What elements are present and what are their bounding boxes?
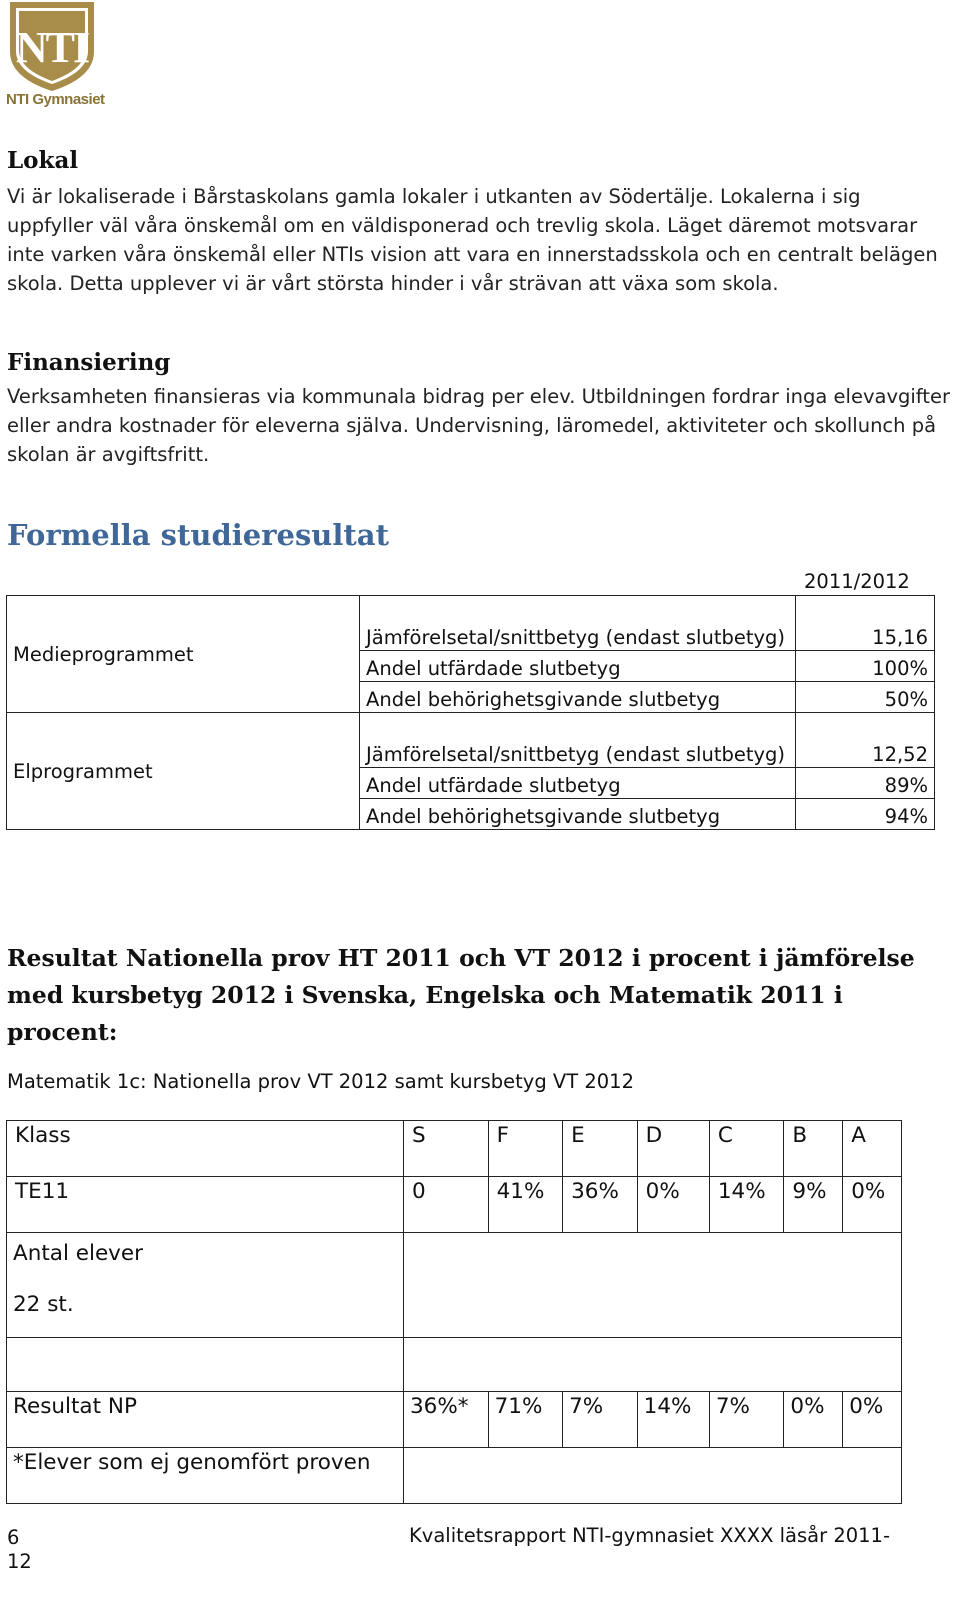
table-cell: Resultat NP bbox=[7, 1392, 404, 1448]
metric-value: 89% bbox=[796, 768, 935, 799]
metric-value: 12,52 bbox=[796, 713, 935, 768]
table-cell bbox=[7, 1338, 404, 1392]
metric-label: Andel behörighetsgivande slutbetyg bbox=[360, 799, 796, 830]
program-name: Elprogrammet bbox=[7, 713, 360, 830]
header-cell: E bbox=[563, 1121, 638, 1177]
table-row bbox=[7, 1448, 902, 1504]
header-cell: S bbox=[404, 1121, 489, 1177]
table-cell: 0% bbox=[784, 1392, 843, 1448]
table-row bbox=[7, 1338, 902, 1392]
metric-label: Jämförelsetal/snittbetyg (endast slutbetyg) bbox=[360, 596, 796, 651]
table-cell bbox=[404, 1448, 902, 1504]
antal-cell bbox=[7, 1233, 404, 1338]
header-cell: A bbox=[843, 1121, 902, 1177]
table-cell: 0 bbox=[404, 1177, 489, 1233]
table-cell: 0% bbox=[843, 1177, 902, 1233]
table-row bbox=[7, 1233, 902, 1338]
metric-label: Jämförelsetal/snittbetyg (endast slutbetyg) bbox=[360, 713, 796, 768]
antal-value: 22 st. bbox=[13, 1292, 74, 1317]
antal-label: Antal elever bbox=[13, 1241, 143, 1266]
matematik-table bbox=[6, 1120, 902, 1504]
table-cell: 0% bbox=[843, 1392, 902, 1448]
section-title-nationella: Resultat Nationella prov HT 2011 och VT 2012 i procent i jämförelse med kursbetyg 2012 i Svenska, Engelska och Matematik 2011 i procent: bbox=[7, 944, 915, 1046]
metric-value: 50% bbox=[796, 682, 935, 713]
metric-value: 94% bbox=[796, 799, 935, 830]
table-cell: 0% bbox=[637, 1177, 709, 1233]
table-cell: 41% bbox=[488, 1177, 563, 1233]
metric-label: Andel utfärdade slutbetyg bbox=[360, 651, 796, 682]
metric-label: Andel behörighetsgivande slutbetyg bbox=[360, 682, 796, 713]
nti-logo bbox=[4, 0, 108, 112]
metric-value: 15,16 bbox=[796, 596, 935, 651]
table-cell: 14% bbox=[709, 1177, 784, 1233]
table-cell: TE11 bbox=[7, 1177, 404, 1233]
header-cell: C bbox=[709, 1121, 784, 1177]
table-cell: 14% bbox=[637, 1392, 709, 1448]
footnote-cell: *Elever som ej genomfört proven bbox=[7, 1448, 404, 1504]
table-row bbox=[7, 1177, 902, 1233]
section-title-finansiering: Finansiering bbox=[7, 349, 171, 376]
lokal-paragraph: Vi är lokaliserade i Bårstaskolans gamla lokaler i utkanten av Södertälje. Lokalerna i sig uppfyller väl våra önskemål om en väldisponerad och trevlig skola. Läget däremot motsvarar inte varken våra önskemål eller NTIs vision att vara en innerstadsskola och en centralt belägen skola. Detta upplever vi är vårt största hinder i vår strävan att växa som skola. bbox=[7, 185, 938, 295]
table-cell: 7% bbox=[709, 1392, 784, 1448]
table-cell: 7% bbox=[563, 1392, 638, 1448]
table-cell: 36% bbox=[563, 1177, 638, 1233]
table-row bbox=[7, 713, 935, 768]
section-title-formella: Formella studieresultat bbox=[7, 518, 389, 552]
studieresultat-table bbox=[6, 595, 935, 830]
metric-value: 100% bbox=[796, 651, 935, 682]
metric-label: Andel utfärdade slutbetyg bbox=[360, 768, 796, 799]
section-title-lokal: Lokal bbox=[7, 147, 79, 174]
finansiering-paragraph: Verksamheten finansieras via kommunala bidrag per elev. Utbildningen fordrar inga elevavgifter eller andra kostnader för eleverna själva. Undervisning, läromedel, aktiviteter och skollunch på skolan är avgiftsfritt. bbox=[7, 385, 950, 466]
table-header-row bbox=[7, 1121, 902, 1177]
table-cell bbox=[404, 1338, 902, 1392]
header-cell: F bbox=[488, 1121, 563, 1177]
footer-title: Kvalitetsrapport NTI-gymnasiet XXXX läsår 2011- bbox=[409, 1524, 890, 1547]
matematik-caption: Matematik 1c: Nationella prov VT 2012 samt kursbetyg VT 2012 bbox=[7, 1070, 634, 1093]
table-cell: 71% bbox=[488, 1392, 563, 1448]
header-cell: Klass bbox=[7, 1121, 404, 1177]
svg-text:NTI: NTI bbox=[15, 23, 89, 72]
shield-icon bbox=[4, 0, 100, 92]
year-label: 2011/2012 bbox=[804, 570, 910, 593]
header-cell: B bbox=[784, 1121, 843, 1177]
table-cell bbox=[404, 1233, 902, 1338]
table-row bbox=[7, 1392, 902, 1448]
header-cell: D bbox=[637, 1121, 709, 1177]
logo-wordmark: NTI Gymnasiet bbox=[6, 91, 105, 108]
program-name: Medieprogrammet bbox=[7, 596, 360, 713]
table-cell: 36%* bbox=[404, 1392, 489, 1448]
page-number: 6 12 bbox=[7, 1526, 32, 1573]
table-cell: 9% bbox=[784, 1177, 843, 1233]
table-row bbox=[7, 596, 935, 651]
